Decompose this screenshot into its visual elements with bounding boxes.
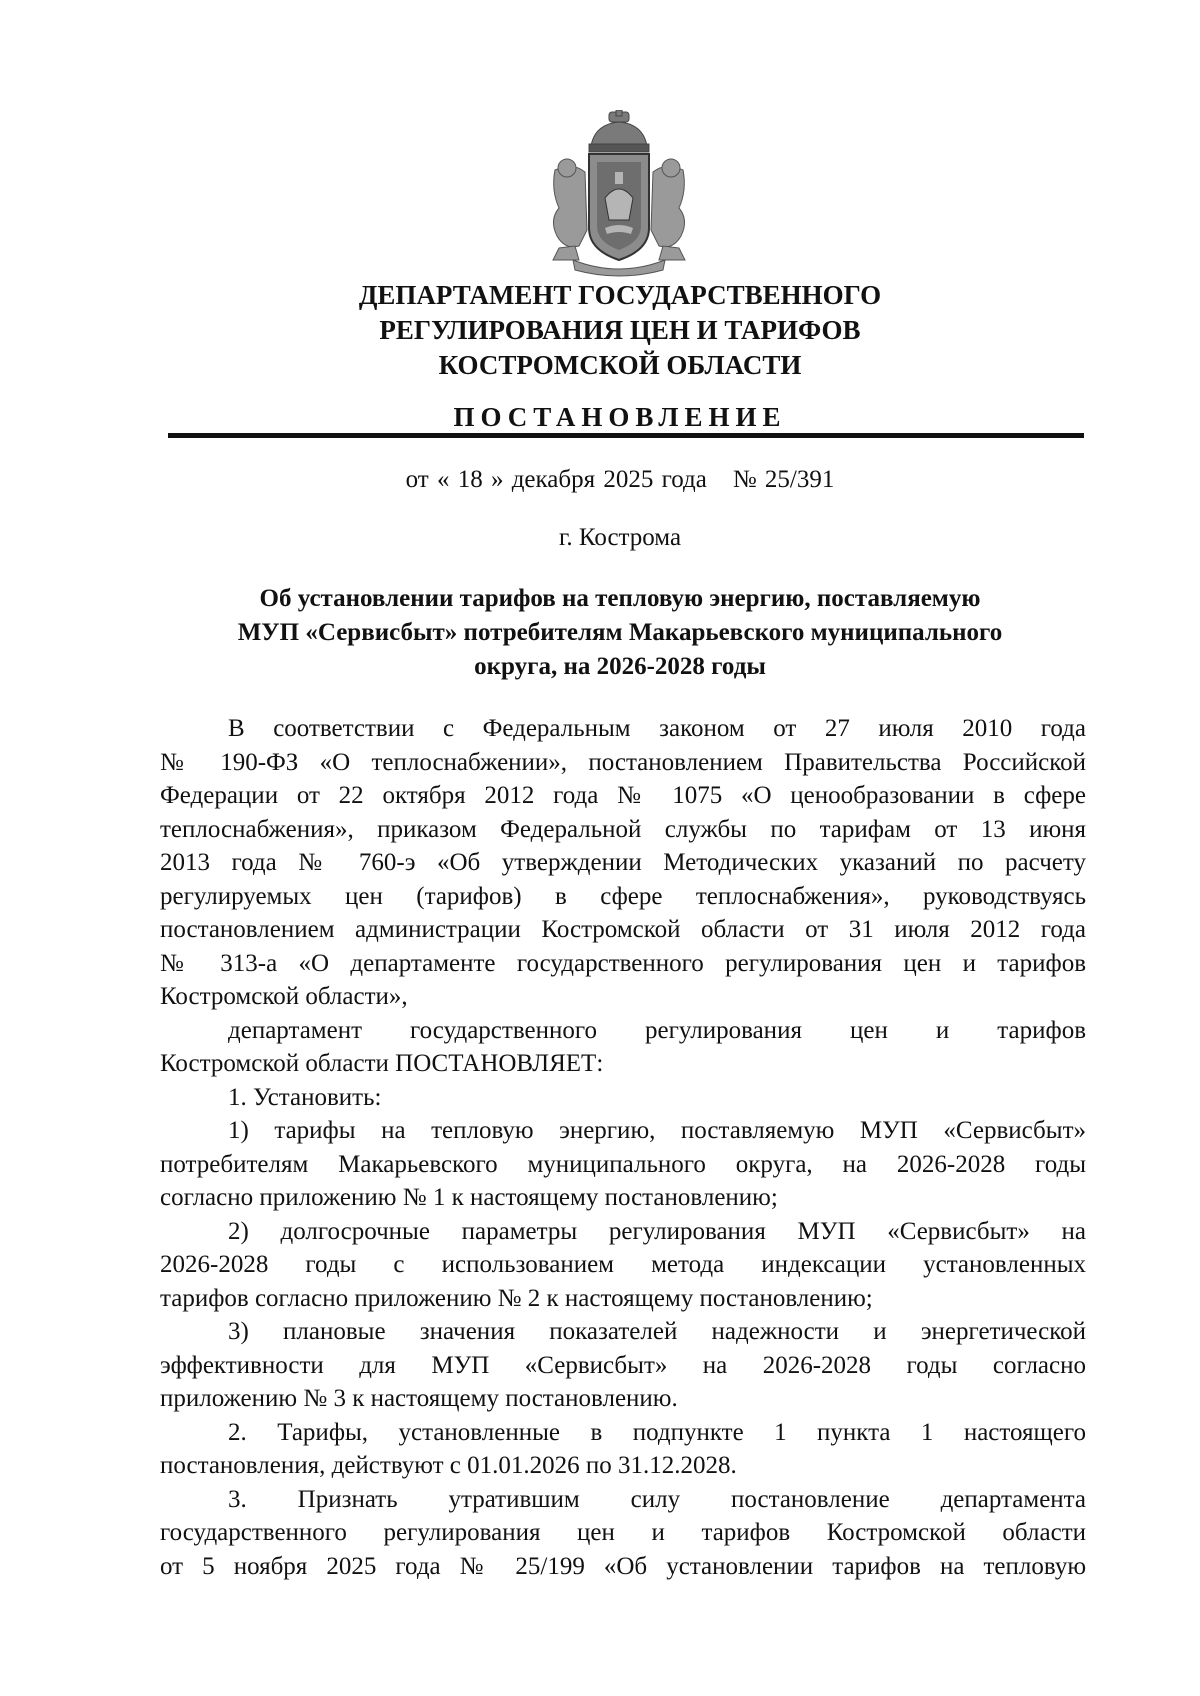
header-line-3: КОСТРОМСКОЙ ОБЛАСТИ [438,350,802,380]
body-line: Федерации от 22 октября 2012 года № 1075 «О ценообразовании в сфере [160,782,1086,809]
header-line-2: РЕГУЛИРОВАНИЯ ЦЕН И ТАРИФОВ [379,315,861,345]
subject-line-1: Об установлении тарифов на тепловую энергию, поставляемую [259,585,981,612]
department-header [150,278,1090,383]
body-line: постановления, действуют с 01.01.2026 по 31.12.2028. [160,1452,737,1479]
body-line: 3. Признать утратившим силу постановление департамента [228,1485,1086,1513]
header-divider [168,433,1084,438]
body-line: 3) плановые значения показателей надежности и энергетической [228,1318,1086,1345]
body-line: 2026-2028 годы с использованием метода индексации установленных [160,1251,1086,1278]
body-line: от 5 ноября 2025 года № 25/199 «Об установлении тарифов на тепловую [160,1552,1086,1580]
body-line: В соответствии с Федеральным законом от 27 июля 2010 года [228,715,1086,742]
body-line: Костромской области», [160,983,408,1010]
body-line: департамент государственного регулирования цен и тарифов [228,1016,1086,1044]
body-line: государственного регулирования цен и тарифов Костромской области [160,1519,1086,1546]
body-line: приложению № 3 к настоящему постановлению. [160,1385,678,1412]
body-line: 1. Установить: [228,1083,382,1111]
body-line: теплоснабжения», приказом Федеральной службы по тарифам от 13 июня [160,815,1086,843]
body-line: согласно приложению № 1 к настоящему постановлению; [160,1184,778,1211]
body-line: 1) тарифы на тепловую энергию, поставляемую МУП «Сервисбыт» [228,1117,1086,1144]
subject-line-3: округа, на 2026-2028 годы [474,653,766,680]
decree-title: ПОСТАНОВЛЕНИЕ [453,402,787,432]
decree-subject [160,582,1080,684]
decree-number: № 25/391 [732,466,835,493]
body-line: Костромской области ПОСТАНОВЛЯЕТ: [160,1050,604,1077]
decree-body [160,712,1086,1583]
decree-date-line [150,464,1090,496]
body-line: постановлением администрации Костромской области от 31 июля 2012 года [160,916,1086,943]
body-line: тарифов согласно приложению № 2 к настоящему постановлению; [160,1284,873,1312]
body-line: потребителям Макарьевского муниципального округа, на 2026-2028 годы [160,1150,1086,1178]
body-line: 2) долгосрочные параметры регулирования МУП «Сервисбыт» на [228,1217,1086,1245]
decree-city: г. Кострома [558,524,682,551]
decree-date: от « 18 » декабря 2025 года [405,466,707,493]
coat-of-arms-emblem [545,110,693,278]
body-line: № 190-ФЗ «О теплоснабжении», постановлением Правительства Российской [160,748,1086,776]
body-line: № 313-а «О департаменте государственного регулирования цен и тарифов [160,949,1086,977]
body-line: регулируемых цен (тарифов) в сфере теплоснабжения», руководствуясь [160,882,1086,910]
body-line: эффективности для МУП «Сервисбыт» на 2026-2028 годы согласно [160,1351,1086,1379]
body-line: 2. Тарифы, установленные в подпункте 1 пункта 1 настоящего [228,1418,1086,1446]
header-line-1: ДЕПАРТАМЕНТ ГОСУДАРСТВЕННОГО [358,280,882,310]
body-line: 2013 года № 760-э «Об утверждении Методических указаний по расчету [160,849,1086,876]
subject-line-2: МУП «Сервисбыт» потребителям Макарьевского муниципального [237,619,1003,646]
